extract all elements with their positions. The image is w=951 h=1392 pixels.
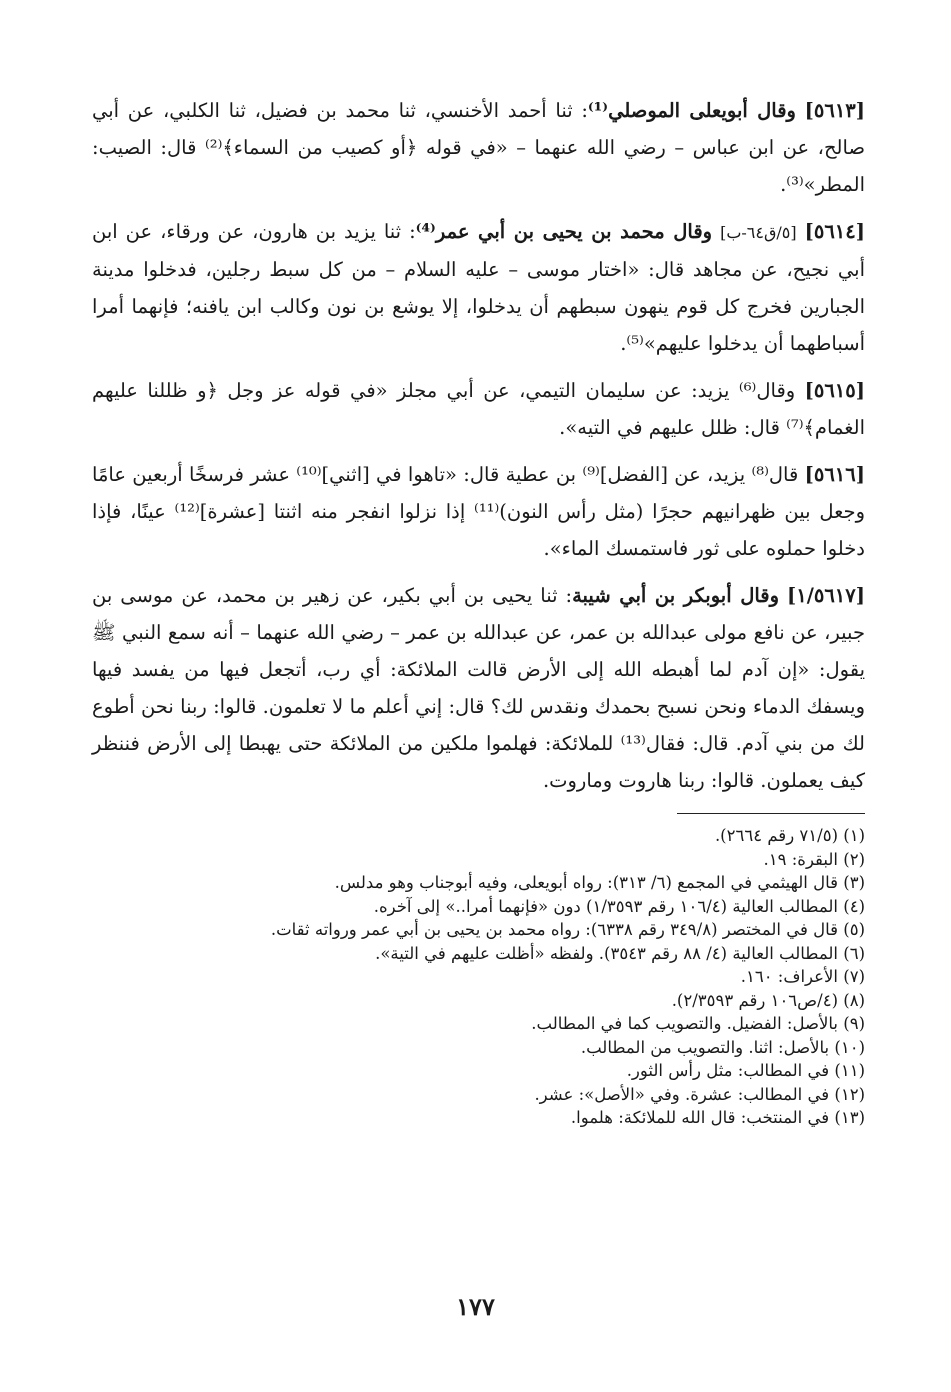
hadith-narrator: وقال أبويعلى الموصلي⁽¹⁾ bbox=[587, 99, 796, 122]
footnote-item: (٦) المطالب العالية (٤/ ٨٨ رقم ٣٥٤٣). ولفظه «أظلت عليهم في التية». bbox=[375, 943, 865, 963]
hadith-entry-5613 bbox=[92, 92, 865, 203]
hadith-number: [٥٦١٥] bbox=[804, 379, 865, 402]
footnote-item: (٨) (٤/ص١٠٦ رقم ٢/٣٥٩٣). bbox=[671, 990, 865, 1010]
footnote-item: (١٠) بالأصل: اثنا. والتصويب من المطالب. bbox=[580, 1037, 865, 1057]
footnote-item: (١) (٧١/٥ رقم ٢٦٦٤). bbox=[714, 826, 865, 845]
footnote-item: (١١) في المطالب: مثل رأس الثور. bbox=[626, 1061, 865, 1080]
hadith-number: [٥٦١٤] bbox=[804, 220, 865, 243]
hadith-number: [١/٥٦١٧] bbox=[787, 584, 865, 607]
hadith-number: [٥٦١٦] bbox=[804, 463, 865, 486]
hadith-entry-5616 bbox=[92, 456, 865, 567]
hadith-text: : ثنا يحيى بن أبي بكير، عن زهير بن محمد، عن موسى بن جبير، عن نافع مولى عبدالله بن عمر، عن عبدالله بن عمر – رضي الله عنهما – أنه سمع النبي ﷺ يقول: «إن آدم لما أهبطه الله إلى الأرض قالت الملائكة: أي رب، أتجعل فيها من يفسد فيها ويسفك الدماء ونحن نسبح بحمدك ونقدس لك؟ قال: إني أعلم ما لا تعلمون. قالوا: ربنا نحن أطوع لك من بني آدم. قال: فقال⁽¹³⁾ للملائكة: فهلموا ملكين من الملائكة حتى يهبطا إلى الأرض فننظر كيف يعملون. قالوا: ربنا هاروت وماروت. bbox=[92, 584, 865, 792]
hadith-narrator: وقال أبوبكر بن أبي شيبة bbox=[572, 584, 780, 607]
footnote-item: (٤) المطالب العالية (١٠٦/٤ رقم ١/٣٥٩٣) دون «فإنهما أمرا..» إلى آخره. bbox=[373, 896, 865, 916]
footnote-item: (١٣) في المنتخب: قال الله للملائكة: هلموا. bbox=[570, 1108, 865, 1127]
footnotes-list bbox=[92, 824, 865, 1130]
hadith-text: : ثنا أحمد الأخنسي، ثنا محمد بن فضيل، ثنا الكلبي، عن أبي صالح، عن ابن عباس – رضي الله عنهما – «في قوله ﴿أو كصيب من السماء﴾⁽²⁾ قال: الصيب: المطر»⁽³⁾. bbox=[92, 99, 866, 196]
hadith-text: : ثنا يزيد بن هارون، عن ورقاء، عن ابن أبي نجيح، عن مجاهد قال: «اختار موسى – عليه السلام – من كل سبط رجلين، فدخلوا مدينة الجبارين فخرج كل قوم ينهون سبطهم أن يدخلوا، إلا يوشع بن نون وكالب ابن يافنه؛ فإنهما أمرا أسباطهما أن يدخلوا عليهم»⁽⁵⁾. bbox=[92, 220, 865, 355]
hadith-number: [٥٦١٣] bbox=[804, 99, 866, 122]
hadith-entry-5615 bbox=[92, 372, 865, 446]
footnote-item: (١٢) في المطالب: عشرة. وفي «الأصل»: عشر. bbox=[534, 1084, 865, 1104]
hadith-entry-5614 bbox=[92, 213, 865, 362]
hadith-text: قال⁽⁸⁾ يزيد، عن [الفضل]⁽⁹⁾ بن عطية قال: «تاهوا في [اثني]⁽¹⁰⁾ عشر فرسخًا أربعين عامًا وجعل بين ظهرانيهم حجرًا (مثل رأس النون)⁽¹¹⁾ إذا نزلوا انفجر منه اثنتا [عشرة]⁽¹²⁾ عينًا، فإذا دخلوا حملوه على ثور فاستمسك الماء». bbox=[92, 463, 865, 560]
hadith-entry-5617-1 bbox=[92, 577, 865, 799]
hadith-text: وقال⁽⁶⁾ يزيد: عن سليمان التيمي، عن أبي مجلز «في قوله عز وجل ﴿و ظللنا عليهم الغمام﴾⁽⁷⁾ قال: ظلل عليهم في التيه». bbox=[92, 379, 865, 439]
footnote-divider bbox=[677, 813, 865, 814]
manuscript-reference: [٥/ق٦٤-ب] bbox=[720, 223, 797, 242]
footnote-item: (٣) قال الهيثمي في المجمع (٦/ ٣١٣): رواه أبويعلى، وفيه أبوجناب وهو مدلس. bbox=[334, 873, 865, 892]
footnote-item: (٥) قال في المختصر (٣٤٩/٨ رقم ٦٣٣٨): رواه محمد بن يحيى بن أبي عمر ورواته ثقات. bbox=[270, 920, 865, 939]
footnote-item: (٢) البقرة: ١٩. bbox=[763, 849, 865, 869]
footnote-item: (٧) الأعراف: ١٦٠. bbox=[740, 967, 865, 986]
page-number: ١٧٧ bbox=[456, 1292, 495, 1321]
footnote-item: (٩) بالأصل: الفضيل. والتصويب كما في المطالب. bbox=[531, 1014, 865, 1033]
hadith-narrator: وقال محمد بن يحيى بن أبي عمر⁽⁴⁾ bbox=[415, 220, 713, 243]
